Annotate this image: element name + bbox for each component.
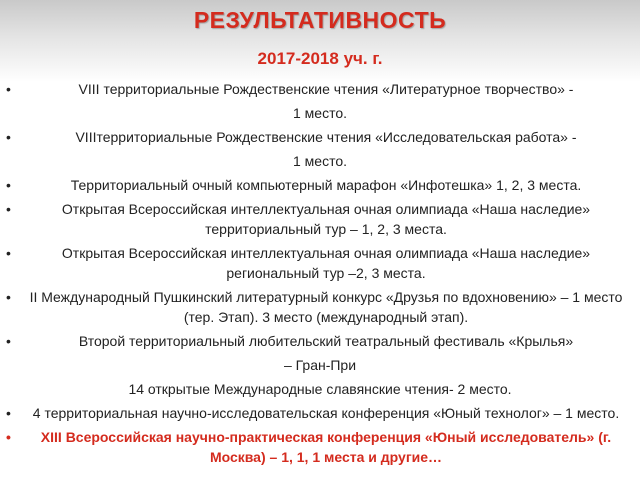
bullet-icon: • <box>6 333 11 349</box>
list-item-highlighted: • XIII Всероссийская научно-практическая конференция «Юный исследователь» (г. Москва) – 1, 1, 1 места и другие… <box>6 429 612 465</box>
list-item: • Открытая Всероссийская интеллектуальная очная олимпиада «Наша наследие» территориальный тур – 1, 2, 3 места. <box>6 201 591 237</box>
bullet-icon: • <box>6 405 11 421</box>
bullet-icon: • <box>6 81 11 97</box>
list-item: • VIIIтерриториальные Рождественские чтения «Исследовательская работа» - <box>6 129 577 145</box>
bullet-icon: • <box>6 429 11 445</box>
bullet-icon: • <box>6 245 11 261</box>
list-continuation: – Гран-При <box>283 357 357 373</box>
list-continuation: 1 место. <box>292 153 348 169</box>
list-item: • Второй территориальный любительский театральный фестиваль «Крылья» <box>6 333 574 349</box>
results-list <box>0 79 640 471</box>
bullet-icon: • <box>6 177 11 193</box>
bullet-icon: • <box>6 201 11 217</box>
bullet-icon: • <box>6 289 11 305</box>
school-year-subtitle: 2017-2018 уч. г. <box>257 49 383 68</box>
list-continuation: 14 открытые Международные славянские чтения- 2 место. <box>128 381 512 397</box>
bullet-icon: • <box>6 129 11 145</box>
list-item: • VIII территориальные Рождественские чтения «Литературное творчество» - <box>6 81 574 97</box>
list-item: • 4 территориальная научно-исследовательская конференция «Юный технолог» – 1 место. <box>6 405 620 421</box>
list-item: • II Международный Пушкинский литературный конкурс «Друзья по вдохновению» – 1 место (тер. Этап). 3 место (международный этап). <box>6 289 623 325</box>
slide-title: РЕЗУЛЬТАТИВНОСТЬ <box>193 7 447 33</box>
list-item: • Территориальный очный компьютерный марафон «Инфотешка» 1, 2, 3 места. <box>6 177 582 193</box>
list-continuation: 1 место. <box>292 105 348 121</box>
list-item: • Открытая Всероссийская интеллектуальная очная олимпиада «Наша наследие» региональный тур –2, 3 места. <box>6 245 591 281</box>
